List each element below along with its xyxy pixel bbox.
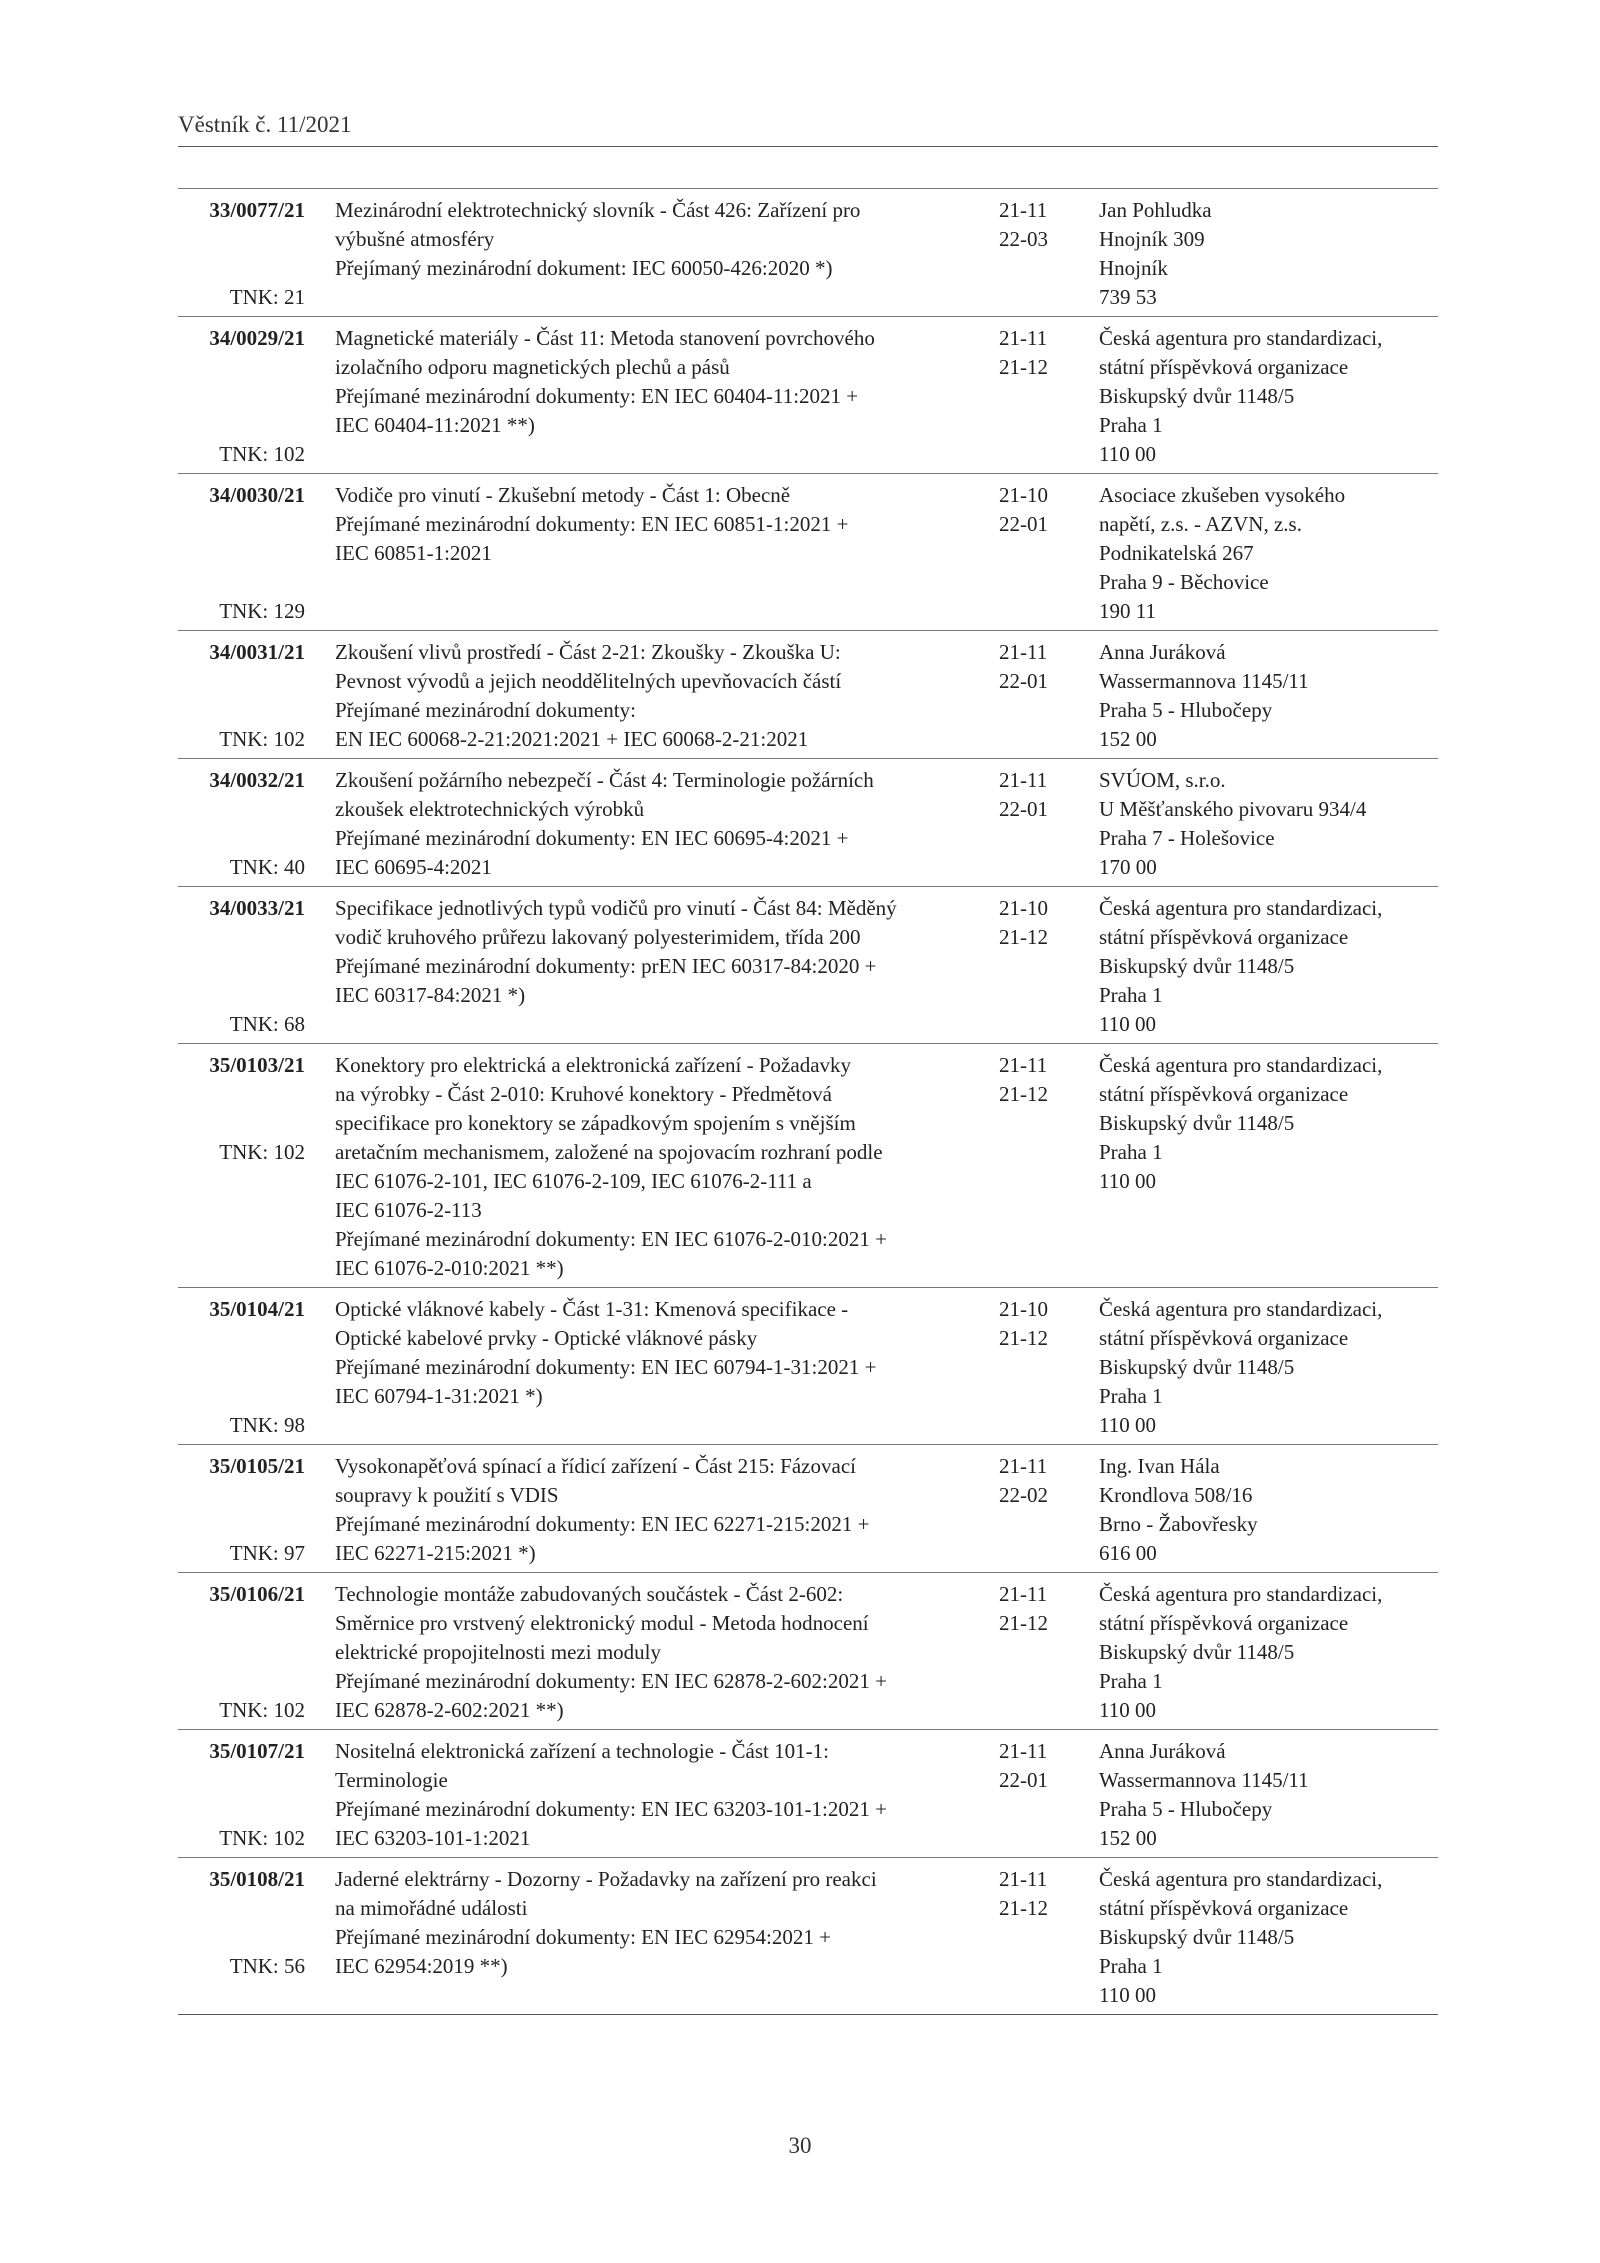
table-row [178,317,1438,474]
title-line: Přejímané mezinárodní dokumenty: EN IEC 63203-101-1:2021 + [335,1797,887,1821]
processor-address-cell [1099,481,1438,626]
standard-number: 35/0103/21 [209,1053,305,1077]
title-line: Konektory pro elektrická a elektronická zařízení - Požadavky [335,1053,852,1077]
address-line: Biskupský dvůr 1148/5 [1099,1925,1295,1949]
date-value: 22-03 [999,227,1048,251]
title-line: Přejímané mezinárodní dokumenty: EN IEC 62878-2-602:2021 + [335,1669,887,1693]
address-line: 110 00 [1099,442,1156,466]
standard-number: 34/0032/21 [209,768,305,792]
address-line: státní příspěvková organizace [1099,925,1349,949]
title-line: izolačního odporu magnetických plechů a pásů [335,355,730,379]
date-value: 22-01 [999,669,1048,693]
title-line: IEC 60695-4:2021 [335,855,492,879]
date-value: 21-11 [999,198,1048,222]
address-line: Praha 9 - Běchovice [1099,570,1269,594]
dates-cell [999,1580,1099,1725]
title-line: Přejímané mezinárodní dokumenty: EN IEC 61076-2-010:2021 + [335,1227,887,1251]
tnk-label: TNK: 129 [219,599,305,623]
title-line: výbušné atmosféry [335,227,495,251]
processor-address-cell [1099,1051,1438,1283]
page-header [178,112,1438,147]
standard-title-cell [335,1295,999,1440]
standards-table [178,188,1438,2015]
standard-number: 34/0031/21 [209,640,305,664]
title-line: IEC 63203-101-1:2021 [335,1826,531,1850]
address-line: 110 00 [1099,1983,1156,2007]
address-line: Praha 1 [1099,1384,1163,1408]
processor-address-cell [1099,1295,1438,1440]
row-id-cell [178,324,305,469]
title-line: IEC 61076-2-101, IEC 61076-2-109, IEC 61076-2-111 a [335,1169,812,1193]
address-line: Česká agentura pro standardizaci, [1099,1582,1383,1606]
address-line: státní příspěvková organizace [1099,1611,1349,1635]
title-line: IEC 60404-11:2021 **) [335,413,535,437]
address-line: 110 00 [1099,1413,1156,1437]
tnk-label: TNK: 102 [219,1698,305,1722]
table-row [178,1288,1438,1445]
tnk-label: TNK: 97 [229,1541,305,1565]
title-line: IEC 62271-215:2021 *) [335,1541,536,1565]
standard-number: 35/0108/21 [209,1867,305,1891]
table-row [178,1858,1438,2014]
standard-title-cell [335,196,999,312]
address-line: státní příspěvková organizace [1099,1896,1349,1920]
date-value: 21-11 [999,1053,1048,1077]
title-line: EN IEC 60068-2-21:2021:2021 + IEC 60068-2-21:2021 [335,727,809,751]
date-value: 21-12 [999,1896,1048,1920]
table-row [178,759,1438,887]
bulletin-title: Věstník č. 11/2021 [178,112,352,137]
tnk-label: TNK: 102 [219,727,305,751]
dates-cell [999,1865,1099,2010]
address-line: Biskupský dvůr 1148/5 [1099,1111,1295,1135]
standard-title-cell [335,638,999,754]
address-line: 110 00 [1099,1012,1156,1036]
address-line: Česká agentura pro standardizaci, [1099,1867,1383,1891]
row-id-cell [178,766,305,882]
address-line: státní příspěvková organizace [1099,1326,1349,1350]
date-value: 21-11 [999,1867,1048,1891]
address-line: 190 11 [1099,599,1156,623]
title-line: vodič kruhového průřezu lakovaný polyesterimidem, třída 200 [335,925,861,949]
title-line: Přejímané mezinárodní dokumenty: EN IEC 60404-11:2021 + [335,384,859,408]
table-row [178,1044,1438,1288]
table-row [178,474,1438,631]
tnk-label: TNK: 98 [229,1413,305,1437]
dates-cell [999,1295,1099,1440]
address-line: Hnojník 309 [1099,227,1205,251]
date-value: 21-12 [999,1082,1048,1106]
date-value: 22-01 [999,1768,1048,1792]
address-line: Česká agentura pro standardizaci, [1099,896,1383,920]
title-line: soupravy k použití s VDIS [335,1483,559,1507]
title-line: Přejímané mezinárodní dokumenty: EN IEC 62271-215:2021 + [335,1512,870,1536]
title-line: Přejímané mezinárodní dokumenty: EN IEC 60794-1-31:2021 + [335,1355,877,1379]
title-line: Terminologie [335,1768,448,1792]
title-line: IEC 62954:2019 **) [335,1954,508,1978]
address-line: Krondlova 508/16 [1099,1483,1253,1507]
processor-address-cell [1099,1452,1438,1568]
address-line: Jan Pohludka [1099,198,1212,222]
date-value: 22-01 [999,797,1048,821]
address-line: Praha 1 [1099,1140,1163,1164]
title-line: Magnetické materiály - Část 11: Metoda stanovení povrchového [335,326,875,350]
title-line: zkoušek elektrotechnických výrobků [335,797,645,821]
address-line: Biskupský dvůr 1148/5 [1099,1355,1295,1379]
address-line: U Měšťanského pivovaru 934/4 [1099,797,1367,821]
tnk-label: TNK: 56 [229,1954,305,1978]
address-line: Praha 1 [1099,983,1163,1007]
title-line: Přejímané mezinárodní dokumenty: prEN IEC 60317-84:2020 + [335,954,877,978]
address-line: Ing. Ivan Hála [1099,1454,1220,1478]
processor-address-cell [1099,324,1438,469]
standard-title-cell [335,1737,999,1853]
processor-address-cell [1099,638,1438,754]
title-line: Přejímané mezinárodní dokumenty: EN IEC 60851-1:2021 + [335,512,849,536]
address-line: 110 00 [1099,1169,1156,1193]
dates-cell [999,481,1099,626]
address-line: Biskupský dvůr 1148/5 [1099,384,1295,408]
date-value: 21-11 [999,640,1048,664]
address-line: Praha 7 - Holešovice [1099,826,1275,850]
address-line: Wassermannova 1145/11 [1099,669,1309,693]
title-line: Mezinárodní elektrotechnický slovník - Část 426: Zařízení pro [335,198,861,222]
address-line: napětí, z.s. - AZVN, z.s. [1099,512,1302,536]
title-line: na mimořádné události [335,1896,528,1920]
standard-title-cell [335,1452,999,1568]
row-id-cell [178,1580,305,1725]
standard-number: 35/0107/21 [209,1739,305,1763]
address-line: Česká agentura pro standardizaci, [1099,1053,1383,1077]
table-row [178,631,1438,759]
address-line: Brno - Žabovřesky [1099,1512,1258,1536]
processor-address-cell [1099,766,1438,882]
processor-address-cell [1099,1737,1438,1853]
title-line: Přejímané mezinárodní dokumenty: EN IEC 62954:2021 + [335,1925,831,1949]
row-id-cell [178,1865,305,2010]
row-id-cell [178,196,305,312]
title-line: Technologie montáže zabudovaných součástek - Část 2-602: [335,1582,844,1606]
standard-title-cell [335,1865,999,2010]
title-line: IEC 60851-1:2021 [335,541,492,565]
table-row [178,189,1438,317]
standard-title-cell [335,324,999,469]
address-line: Praha 1 [1099,1669,1163,1693]
title-line: IEC 60794-1-31:2021 *) [335,1384,543,1408]
processor-address-cell [1099,894,1438,1039]
date-value: 21-10 [999,896,1048,920]
title-line: Přejímané mezinárodní dokumenty: EN IEC 60695-4:2021 + [335,826,849,850]
address-line: Česká agentura pro standardizaci, [1099,1297,1383,1321]
date-value: 21-11 [999,1582,1048,1606]
tnk-label: TNK: 102 [219,1140,305,1164]
address-line: SVÚOM, s.r.o. [1099,768,1226,792]
date-value: 21-11 [999,326,1048,350]
row-id-cell [178,1737,305,1853]
processor-address-cell [1099,196,1438,312]
date-value: 21-11 [999,1739,1048,1763]
standard-title-cell [335,894,999,1039]
page-number: 30 [788,2133,812,2158]
table-row [178,1445,1438,1573]
tnk-label: TNK: 40 [229,855,305,879]
title-line: aretačním mechanismem, založené na spojovacím rozhraní podle [335,1140,883,1164]
dates-cell [999,638,1099,754]
address-line: Praha 1 [1099,1954,1163,1978]
date-value: 21-12 [999,1326,1048,1350]
row-id-cell [178,1452,305,1568]
address-line: Praha 1 [1099,413,1163,437]
date-value: 21-10 [999,483,1048,507]
title-line: Přejímaný mezinárodní dokument: IEC 60050-426:2020 *) [335,256,833,280]
address-line: 152 00 [1099,1826,1157,1850]
address-line: 110 00 [1099,1698,1156,1722]
standard-title-cell [335,766,999,882]
table-row [178,887,1438,1044]
title-line: Vodiče pro vinutí - Zkušební metody - Část 1: Obecně [335,483,791,507]
standard-number: 33/0077/21 [209,198,305,222]
standard-number: 35/0105/21 [209,1454,305,1478]
standard-number: 34/0030/21 [209,483,305,507]
date-value: 22-01 [999,512,1048,536]
title-line: na výrobky - Část 2-010: Kruhové konektory - Předmětová [335,1082,832,1106]
address-line: Biskupský dvůr 1148/5 [1099,954,1295,978]
dates-cell [999,894,1099,1039]
title-line: Směrnice pro vrstvený elektronický modul - Metoda hodnocení [335,1611,869,1635]
title-line: IEC 61076-2-010:2021 **) [335,1256,564,1280]
date-value: 21-11 [999,1454,1048,1478]
date-value: 21-12 [999,1611,1048,1635]
standard-number: 34/0029/21 [209,326,305,350]
title-line: IEC 62878-2-602:2021 **) [335,1698,564,1722]
address-line: 739 53 [1099,285,1157,309]
dates-cell [999,766,1099,882]
date-value: 21-11 [999,768,1048,792]
address-line: 616 00 [1099,1541,1157,1565]
dates-cell [999,1051,1099,1283]
title-line: Optické kabelové prvky - Optické vláknové pásky [335,1326,758,1350]
standard-number: 34/0033/21 [209,896,305,920]
title-line: Vysokonapěťová spínací a řídicí zařízení - Část 215: Fázovací [335,1454,856,1478]
title-line: specifikace pro konektory se západkovým spojením s vnějším [335,1111,856,1135]
dates-cell [999,1737,1099,1853]
tnk-label: TNK: 68 [229,1012,305,1036]
address-line: Podnikatelská 267 [1099,541,1254,565]
title-line: Optické vláknové kabely - Část 1-31: Kmenová specifikace - [335,1297,849,1321]
address-line: Česká agentura pro standardizaci, [1099,326,1383,350]
standard-number: 35/0104/21 [209,1297,305,1321]
title-line: Jaderné elektrárny - Dozorny - Požadavky na zařízení pro reakci [335,1867,877,1891]
dates-cell [999,196,1099,312]
address-line: Hnojník [1099,256,1168,280]
title-line: Zkoušení vlivů prostředí - Část 2-21: Zkoušky - Zkouška U: [335,640,841,664]
address-line: Asociace zkušeben vysokého [1099,483,1346,507]
row-id-cell [178,638,305,754]
row-id-cell [178,894,305,1039]
title-line: IEC 61076-2-113 [335,1198,482,1222]
row-id-cell [178,1295,305,1440]
date-value: 21-10 [999,1297,1048,1321]
title-line: Specifikace jednotlivých typů vodičů pro vinutí - Část 84: Měděný [335,896,897,920]
tnk-label: TNK: 102 [219,1826,305,1850]
address-line: 152 00 [1099,727,1157,751]
address-line: státní příspěvková organizace [1099,355,1349,379]
standard-number: 35/0106/21 [209,1582,305,1606]
date-value: 22-02 [999,1483,1048,1507]
address-line: Anna Juráková [1099,640,1226,664]
title-line: Pevnost vývodů a jejich neoddělitelných upevňovacích částí [335,669,842,693]
title-line: Přejímané mezinárodní dokumenty: [335,698,636,722]
address-line: 170 00 [1099,855,1157,879]
title-line: Zkoušení požárního nebezpečí - Část 4: Terminologie požárních [335,768,874,792]
address-line: Anna Juráková [1099,1739,1226,1763]
standard-title-cell [335,1051,999,1283]
tnk-label: TNK: 102 [219,442,305,466]
row-id-cell [178,481,305,626]
processor-address-cell [1099,1580,1438,1725]
address-line: státní příspěvková organizace [1099,1082,1349,1106]
address-line: Praha 5 - Hlubočepy [1099,1797,1273,1821]
dates-cell [999,1452,1099,1568]
dates-cell [999,324,1099,469]
date-value: 21-12 [999,355,1048,379]
title-line: Nositelná elektronická zařízení a technologie - Část 101-1: [335,1739,829,1763]
tnk-label: TNK: 21 [229,285,305,309]
standard-title-cell [335,1580,999,1725]
address-line: Wassermannova 1145/11 [1099,1768,1309,1792]
date-value: 21-12 [999,925,1048,949]
title-line: elektrické propojitelnosti mezi moduly [335,1640,662,1664]
standard-title-cell [335,481,999,626]
table-row [178,1573,1438,1730]
address-line: Biskupský dvůr 1148/5 [1099,1640,1295,1664]
address-line: Praha 5 - Hlubočepy [1099,698,1273,722]
processor-address-cell [1099,1865,1438,2010]
table-row [178,1730,1438,1858]
row-id-cell [178,1051,305,1283]
title-line: IEC 60317-84:2021 *) [335,983,526,1007]
